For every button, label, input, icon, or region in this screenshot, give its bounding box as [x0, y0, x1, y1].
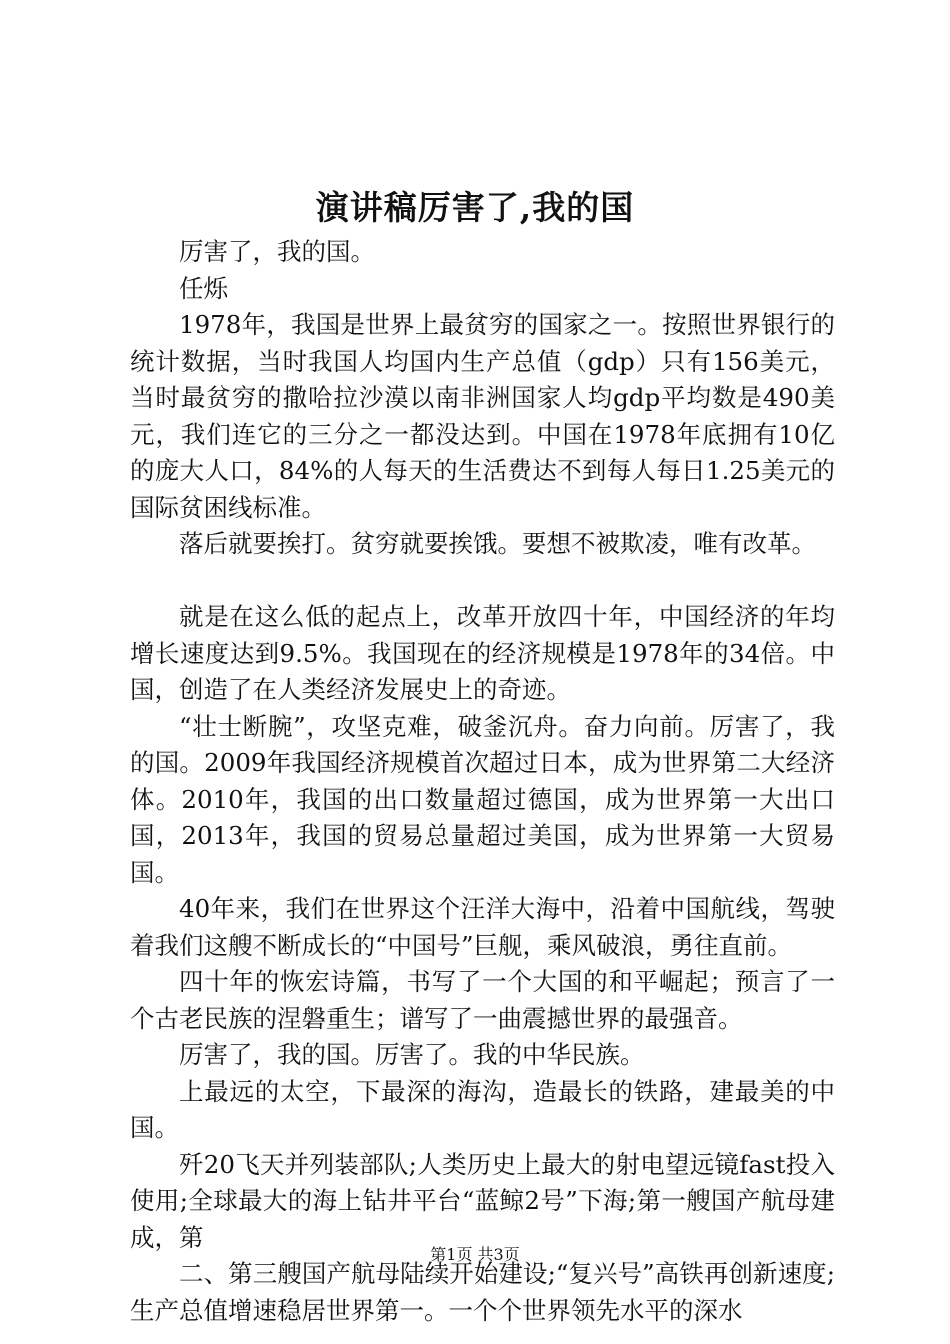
paragraph: 厉害了，我的国。: [179, 237, 375, 266]
blank-line: [130, 563, 835, 600]
paragraph: 40年来，我们在世界这个汪洋大海中，沿着中国航线，驾驶着我们这艘不断成长的“中国号”巨舰，乘风破浪，勇往直前。: [130, 894, 835, 960]
paragraph: 二、第三艘国产航母陆续开始建设;“复兴号”高铁再创新速度;生产总值增速稳居世界第一。一个个世界领先水平的深水: [130, 1259, 835, 1325]
page-footer: 第1页 共3页: [430, 1245, 520, 1264]
paragraph: 1978年，我国是世界上最贫穷的国家之一。按照世界银行的统计数据，当时我国人均国内生产总值（gdp）只有156美元，当时最贫穷的撒哈拉沙漠以南非洲国家人均gdp平均数是490美元，我们连它的三分之一都没达到。中国在1978年底拥有10亿的庞大人口，84%的人每天的生活费达不到每人每日1.25美元的国际贫困线标准。: [130, 310, 835, 522]
paragraph: 就是在这么低的起点上，改革开放四十年，中国经济的年均增长速度达到9.5%。我国现在的经济规模是1978年的34倍。中国，创造了在人类经济发展史上的奇迹。: [130, 602, 835, 704]
paragraph: 四十年的恢宏诗篇，书写了一个大国的和平崛起；预言了一个古老民族的涅磐重生；谱写了一曲震撼世界的最强音。: [130, 967, 835, 1033]
document-title: 演讲稿厉害了,我的国: [315, 188, 635, 227]
author-name: 任烁: [179, 273, 228, 303]
document-body: [130, 234, 835, 1329]
paragraph: “壮士断腕”，攻坚克难，破釜沉舟。奋力向前。厉害了，我的国。2009年我国经济规模首次超过日本，成为世界第二大经济体。2010年，我国的出口数量超过德国，成为世界第一大出口国，2013年，我国的贸易总量超过美国，成为世界第一大贸易国。: [130, 711, 835, 887]
paragraph: 厉害了，我的国。厉害了。我的中华民族。: [179, 1040, 645, 1069]
paragraph: 歼20飞天并列装部队;人类历史上最大的射电望远镜fast投入使用;全球最大的海上钻井平台“蓝鲸2号”下海;第一艘国产航母建成，第: [130, 1149, 835, 1252]
paragraph: 上最远的太空，下最深的海沟，造最长的铁路，建最美的中国。: [130, 1076, 835, 1142]
paragraph: 落后就要挨打。贫穷就要挨饿。要想不被欺凌，唯有改革。: [179, 529, 816, 558]
